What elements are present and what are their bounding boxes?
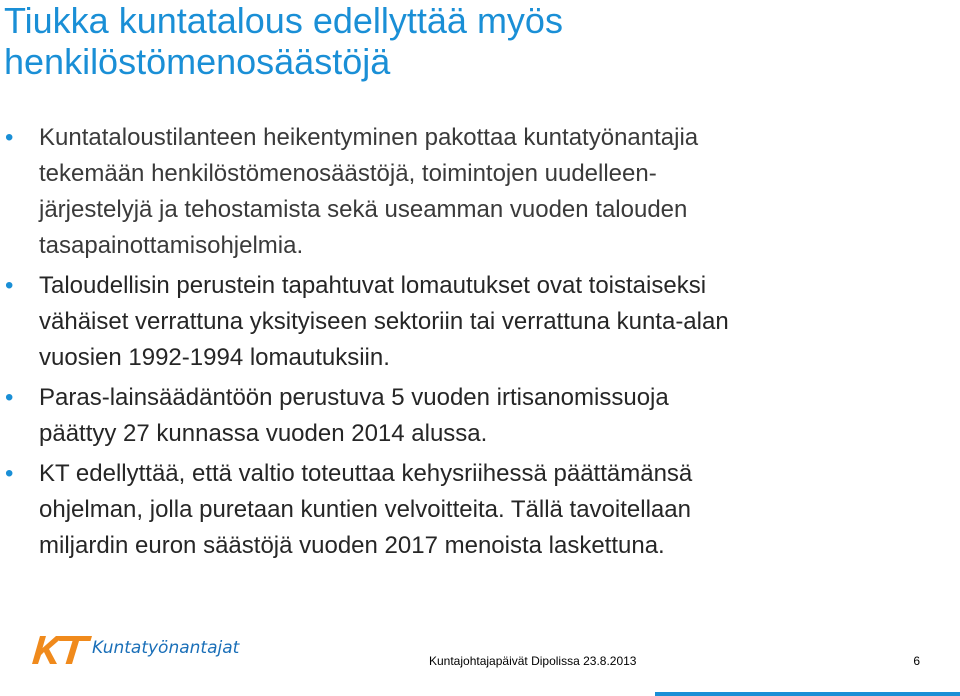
- page-number: 6: [913, 654, 920, 668]
- slide-title-line-2: henkilöstömenosäästöjä: [4, 41, 391, 82]
- bullet-3-line-1: Paras-lainsäädäntöön perustuva 5 vuoden irtisanomissuoja: [39, 384, 669, 411]
- bullet-item-2: [0, 268, 940, 376]
- logo-wordmark: Kuntatyönantajat: [92, 638, 240, 658]
- kuntatyonantajat-logo: [30, 630, 240, 670]
- bullet-2-line-2: vähäiset verrattuna yksityiseen sektoriin tai verrattuna kunta-alan: [39, 308, 729, 335]
- bullet-item-1: [0, 120, 940, 264]
- bullet-marker: •: [5, 460, 14, 487]
- bullet-2-line-3: vuosien 1992-1994 lomautuksiin.: [39, 344, 390, 371]
- logo-t-shape: [59, 636, 92, 664]
- bullet-4-line-3: miljardin euron säästöjä vuoden 2017 menoista laskettuna.: [39, 532, 665, 559]
- bullet-marker: •: [5, 384, 14, 411]
- bullet-marker: •: [5, 272, 14, 299]
- bullet-list: [0, 120, 940, 568]
- bullet-4-line-1: KT edellyttää, että valtio toteuttaa kehysriihessä päättämänsä: [39, 460, 693, 487]
- footer-event-text: Kuntajohtajapäivät Dipolissa 23.8.2013: [429, 654, 637, 668]
- bullet-1-line-2: tekemään henkilöstömenosäästöjä, toimintojen uudelleen-: [39, 160, 657, 187]
- slide-title: [4, 0, 944, 82]
- bullet-item-3: [0, 380, 940, 452]
- footer-divider: [655, 692, 960, 696]
- bullet-1-line-3: järjestelyjä ja tehostamista sekä useamman vuoden talouden: [39, 196, 688, 223]
- bullet-1-line-1: Kuntataloustilanteen heikentyminen pakottaa kuntatyönantajia: [39, 124, 699, 151]
- bullet-1-line-4: tasapainottamisohjelmia.: [39, 232, 304, 259]
- bullet-marker: •: [5, 124, 14, 151]
- bullet-4-line-2: ohjelman, jolla puretaan kuntien velvoitteita. Tällä tavoitellaan: [39, 496, 691, 523]
- kt-logo-icon: [30, 630, 92, 670]
- slide-title-line-1: Tiukka kuntatalous edellyttää myös: [4, 0, 563, 41]
- bullet-3-line-2: päättyy 27 kunnassa vuoden 2014 alussa.: [39, 420, 488, 447]
- bullet-item-4: [0, 456, 940, 564]
- bullet-2-line-1: Taloudellisin perustein tapahtuvat lomautukset ovat toistaiseksi: [39, 272, 707, 299]
